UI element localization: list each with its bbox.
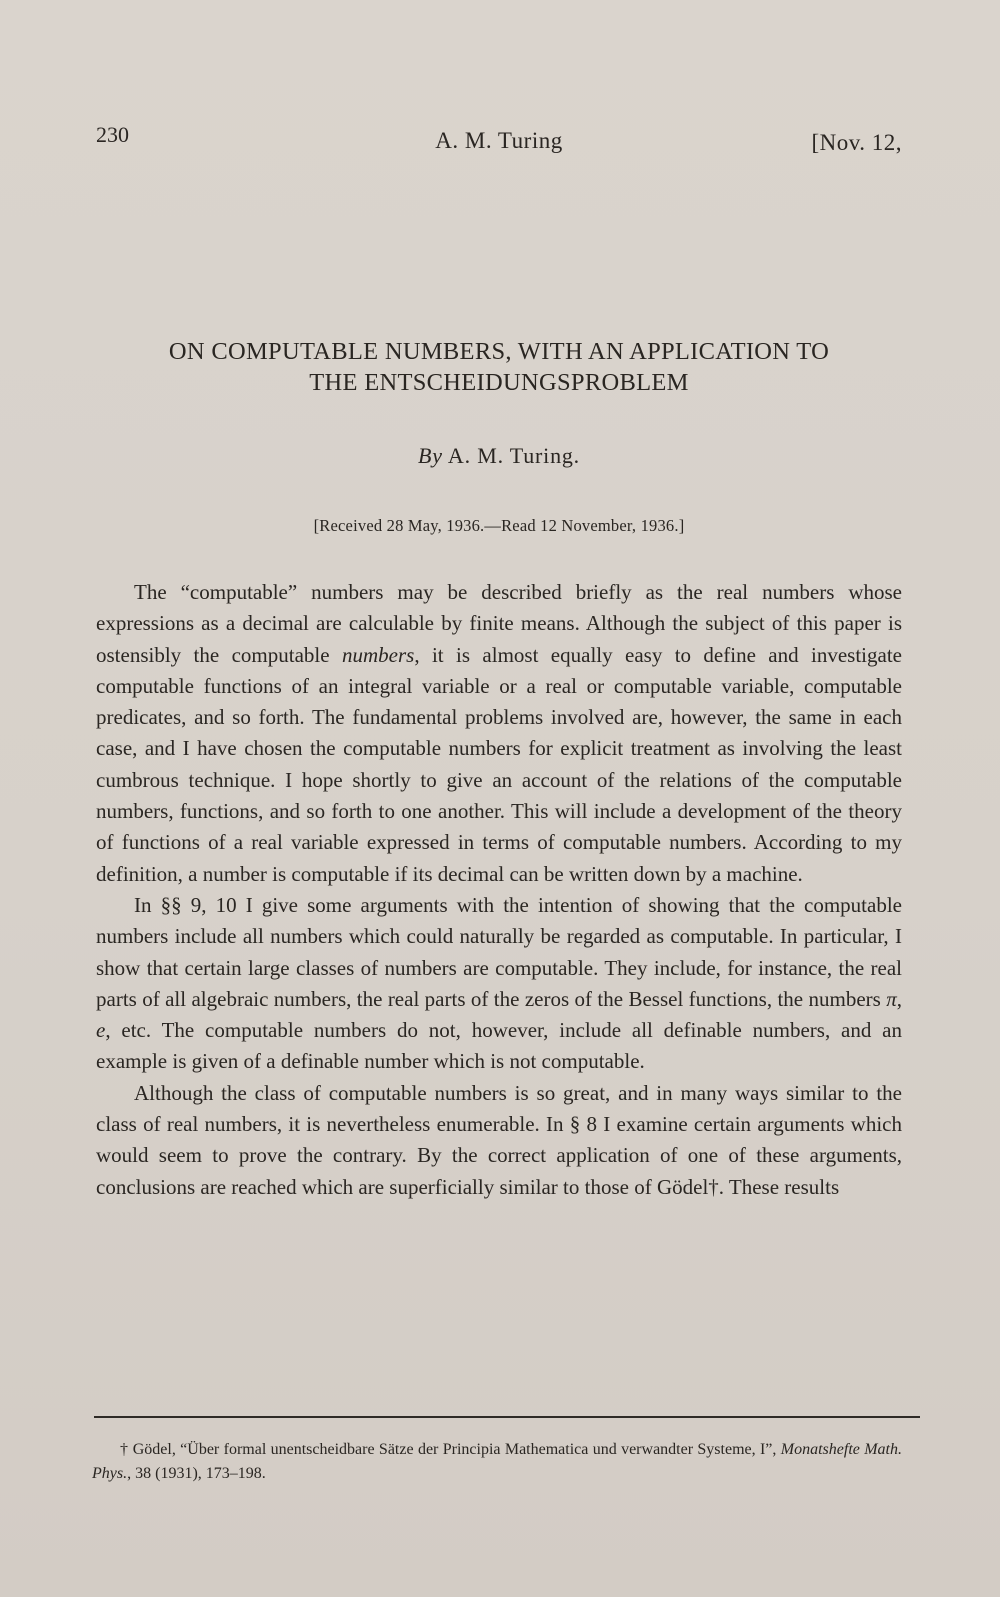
symbol-e: e: [96, 1018, 106, 1043]
paper-title: [96, 336, 902, 398]
paper-title-line-1: ON COMPUTABLE NUMBERS, WITH AN APPLICATION TO: [168, 338, 830, 365]
paragraph-3: Although the class of computable numbers is so great, and in many ways similar to the class of real numbers, it is nevertheless enumerable. In § 8 I examine certain arguments which would seem to prove the contrary. By the correct application of one of these arguments, conclusions are reached which are superficially similar to those of Gödel†. These results: [96, 1080, 902, 1199]
received-note: [Received 28 May, 1936.—Read 12 November, 1936.]: [313, 516, 685, 535]
paragraph-2: [96, 890, 902, 1078]
body-text: [96, 577, 902, 1203]
paragraph-1-text-b: , it is almost equally easy to define and investigate computable functions of an integral variable or a real or computable variable, computable predicates, and so forth. The fundamental problems involved are, however, the same in each case, and I have chosen the computable numbers for explicit treatment as involving the least cumbrous technique. I hope shortly to give an account of the relations of the computable numbers, functions, and so forth to one another. This will include a development of the theory of functions of a real variable expressed in terms of computable numbers. According to my definition, a number is computable if its decimal can be written down by a machine.: [96, 642, 902, 886]
page-number: 230: [96, 122, 129, 147]
paragraph-1: [96, 577, 902, 890]
paragraph-1-text-a: The “computable” numbers may be described briefly as the real numbers whose expressions as a decimal are calculable by finite means. Although the subject of this paper is ostensibly the computable: [96, 580, 902, 667]
paragraph-2-text-b: , etc. The computable numbers do not, however, include all definable numbers, and an example is given of a definable number which is not computable.: [96, 1018, 902, 1074]
byline-by: By: [418, 443, 443, 468]
symbol-pi: π: [886, 986, 897, 1011]
running-head-author: A. M. Turing: [435, 128, 563, 153]
byline-author: A. M. Turing.: [447, 443, 580, 468]
byline: [96, 443, 902, 469]
footnote-text-a: † Gödel, “Über formal unentscheidbare Sätze der Principia Mathematica und verwandter Systeme, I”,: [120, 1441, 781, 1458]
paper-title-line-2: THE ENTSCHEIDUNGSPROBLEM: [309, 369, 689, 396]
footnote: [92, 1438, 902, 1486]
running-head: [96, 120, 902, 160]
footnote-rule: [94, 1416, 920, 1418]
footnote-text-b: , 38 (1931), 173–198.: [127, 1465, 266, 1482]
footnote-journal: Monatshefte Math. Phys.: [92, 1441, 902, 1482]
paragraph-1-emphasis: numbers: [341, 642, 415, 667]
paragraph-2-text-a: In §§ 9, 10 I give some arguments with the intention of showing that the computable numbers include all numbers which could naturally be regarded as computable. In particular, I show that certain large classes of numbers are computable. They include, for instance, the real parts of all algebraic numbers, the real parts of the zeros of the Bessel functions, the numbers: [96, 892, 902, 1011]
paragraph-2-separator: ,: [896, 986, 902, 1011]
running-head-date: [Nov. 12,: [811, 130, 902, 155]
